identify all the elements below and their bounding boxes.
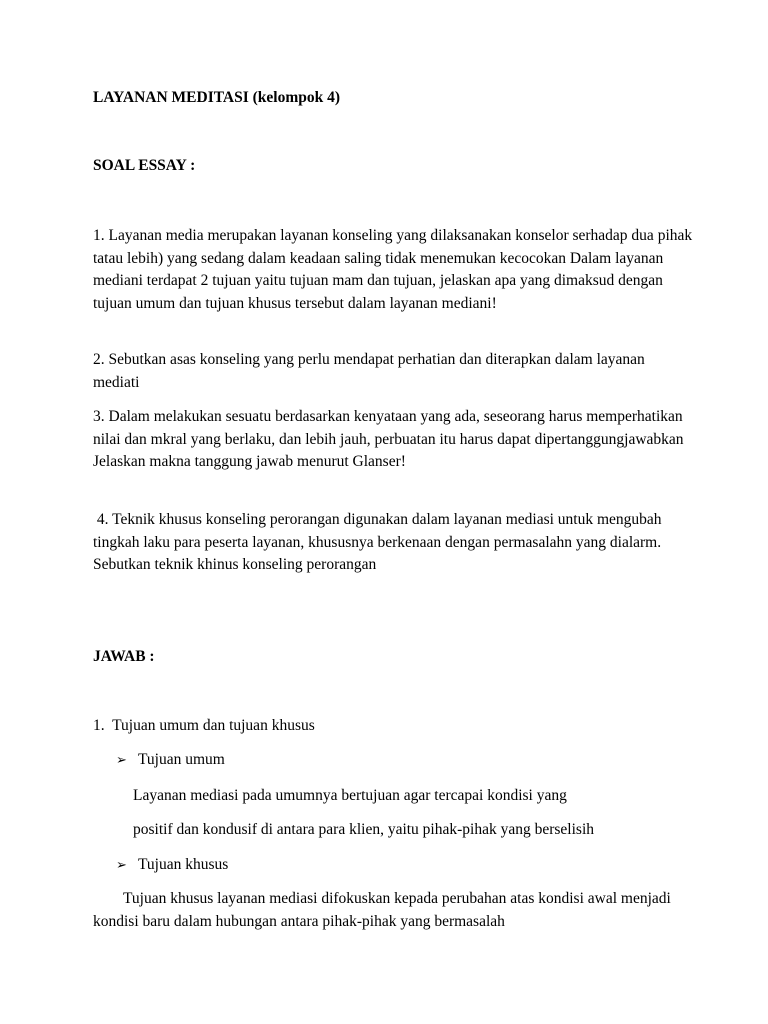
arrow-bullet-icon: ➢ bbox=[116, 753, 127, 768]
question-3: 3. Dalam melakukan sesuatu berdasarkan kenyataan yang ada, seseorang harus memperhatikan nilai dan mkral yang berlaku, dan lebih jauh, perbuatan itu harus dapat dipertanggungjawabkan Jelaskan makna tanggung jawab menurut Glanser! bbox=[93, 408, 684, 470]
bullet-tujuan-umum bbox=[116, 749, 225, 772]
khusus-text: Tujuan khusus layanan mediasi difokuskan kepada perubahan atas kondisi awal menjadi kondisi baru dalam hubungan antara pihak-pihak yang bermasalah bbox=[93, 890, 671, 930]
essay-heading: SOAL ESSAY : bbox=[93, 157, 196, 174]
question-4: 4. Teknik khusus konseling perorangan digunakan dalam layanan mediasi untuk mengubah tingkah laku para peserta layanan, khususnya berkenaan dengan permasalahn yang dialarm. Sebutkan teknik khinus konseling perorangan bbox=[93, 511, 666, 573]
arrow-bullet-icon: ➢ bbox=[116, 858, 127, 873]
umum-text-line-2: positif dan kondusif di antara para klien, yaitu pihak-pihak yang berselisih bbox=[133, 821, 595, 838]
umum-text-line-1: Layanan mediasi pada umumnya bertujuan agar tercapai kondisi yang bbox=[133, 787, 567, 804]
answer-item-1: 1. Tujuan umum dan tujuan khusus bbox=[93, 717, 315, 734]
bullet-tujuan-khusus bbox=[116, 854, 228, 877]
document-title: LAYANAN MEDITASI (kelompok 4) bbox=[93, 89, 341, 106]
bullet-label: Tujuan umum bbox=[138, 751, 225, 768]
question-2: 2. Sebutkan asas konseling yang perlu mendapat perhatian dan diterapkan dalam layanan mediati bbox=[93, 351, 645, 391]
question-1: 1. Layanan media merupakan layanan konseling yang dilaksanakan konselor serhadap dua pihak tatau lebih) yang sedang dalam keadaan saling tidak menemukan kecocokan Dalam layanan mediani terdapat 2 tujuan yaitu tujuan mam dan tujuan, jelaskan apa yang dimaksud dengan tujuan umum dan tujuan khusus tersebut dalam layanan mediani! bbox=[93, 227, 693, 312]
answer-heading: JAWAB : bbox=[93, 648, 155, 665]
bullet-label: Tujuan khusus bbox=[138, 856, 229, 873]
